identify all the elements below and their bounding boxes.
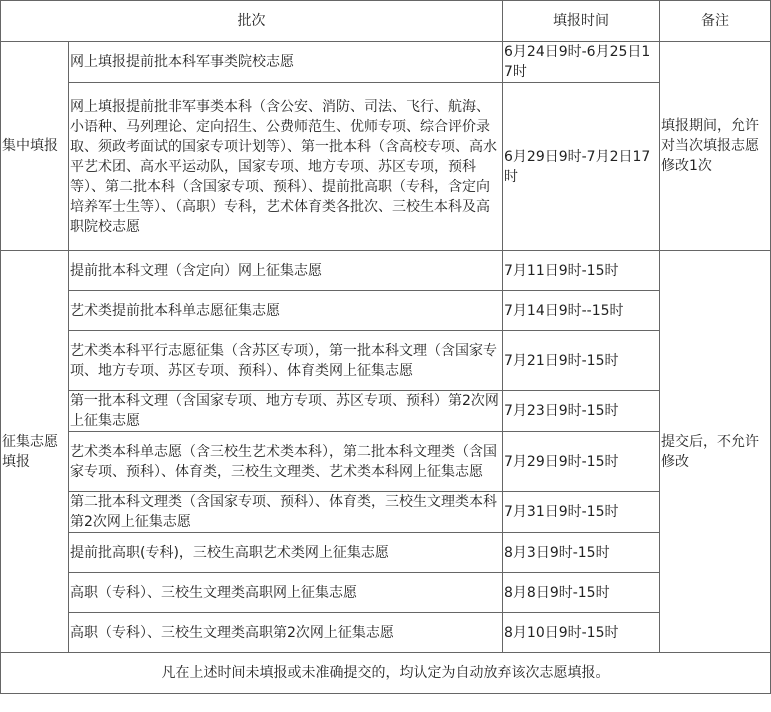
time-cell: 6月24日9时-6月25日17时 (503, 42, 660, 83)
header-time: 填报时间 (503, 1, 660, 42)
group-centralized: 集中填报 (1, 42, 69, 251)
batch-cell: 第一批本科文理（含国家专项、地方专项、苏区专项、预科）第2次网上征集志愿 (69, 391, 503, 432)
batch-cell: 高职（专科）、三校生文理类高职第2次网上征集志愿 (69, 613, 503, 653)
time-cell: 8月8日9时-15时 (503, 573, 660, 613)
table-row (1, 331, 771, 391)
group-solicitation: 征集志愿填报 (1, 251, 69, 653)
time-cell: 7月23日9时-15时 (503, 391, 660, 432)
table-row (1, 533, 771, 573)
batch-cell: 第二批本科文理类（含国家专项、预科）、体育类，三校生文理类本科第2次网上征集志愿 (69, 492, 503, 533)
header-row (1, 1, 771, 42)
time-cell: 7月21日9时-15时 (503, 331, 660, 391)
time-cell: 8月3日9时-15时 (503, 533, 660, 573)
table-row (1, 573, 771, 613)
batch-cell: 提前批本科文理（含定向）网上征集志愿 (69, 251, 503, 291)
footer-row (1, 653, 771, 694)
batch-cell: 艺术类提前批本科单志愿征集志愿 (69, 291, 503, 331)
note-centralized: 填报期间，允许对当次填报志愿修改1次 (660, 42, 771, 251)
header-note: 备注 (660, 1, 771, 42)
batch-cell: 提前批高职(专科)，三校生高职艺术类网上征集志愿 (69, 533, 503, 573)
table-row (1, 42, 771, 83)
note-solicitation: 提交后，不允许修改 (660, 251, 771, 653)
table-row (1, 432, 771, 492)
table-row (1, 492, 771, 533)
table-row (1, 391, 771, 432)
batch-cell: 艺术类本科平行志愿征集（含苏区专项），第一批本科文理（含国家专项、地方专项、苏区专项、预科）、体育类网上征集志愿 (69, 331, 503, 391)
table-row (1, 613, 771, 653)
header-batch: 批次 (1, 1, 503, 42)
batch-cell: 高职（专科）、三校生文理类高职网上征集志愿 (69, 573, 503, 613)
time-cell: 7月11日9时-15时 (503, 251, 660, 291)
batch-cell: 网上填报提前批非军事类本科（含公安、消防、司法、飞行、航海、小语种、马列理论、定向招生、公费师范生、优师专项、综合评价录取、须政考面试的国家专项计划等）、第一批本科（含高校专项、高水平艺术团、高水平运动队，国家专项、地方专项、苏区专项，预科等）、第二批本科（含国家专项、预科）、提前批高职（专科，含定向培养军士生等）、（高职）专科，艺术体育类各批次、三校生本科及高职院校志愿 (69, 83, 503, 251)
table-row (1, 251, 771, 291)
time-cell: 7月31日9时-15时 (503, 492, 660, 533)
time-cell: 7月14日9时--15时 (503, 291, 660, 331)
time-cell: 8月10日9时-15时 (503, 613, 660, 653)
table-row (1, 291, 771, 331)
time-cell: 6月29日9时-7月2日17时 (503, 83, 660, 251)
batch-cell: 艺术类本科单志愿（含三校生艺术类本科），第二批本科文理类（含国家专项、预科）、体育类，三校生文理类、艺术类本科网上征集志愿 (69, 432, 503, 492)
batch-cell: 网上填报提前批本科军事类院校志愿 (69, 42, 503, 83)
footer-note: 凡在上述时间未填报或未准确提交的，均认定为自动放弃该次志愿填报。 (1, 653, 771, 694)
table-row (1, 83, 771, 251)
time-cell: 7月29日9时-15时 (503, 432, 660, 492)
